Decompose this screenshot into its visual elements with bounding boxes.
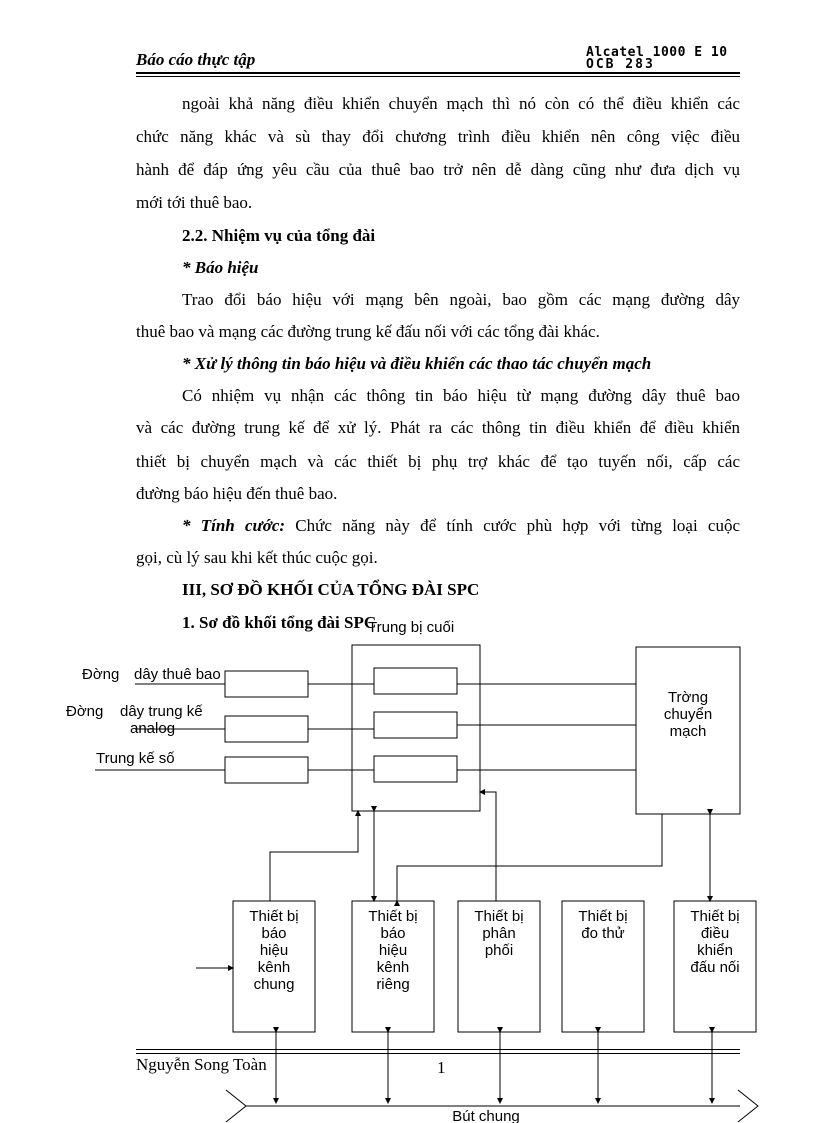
paragraph-line: và các đường trung kế để xử lý. Phát ra các thông tin điều khiển để điều khiển <box>136 418 740 437</box>
terminal-unit-1 <box>374 668 457 694</box>
device-label: hiệu <box>259 942 289 959</box>
device-label: Thiết bị <box>578 908 628 925</box>
billing-label: * Tính cước: <box>182 516 286 535</box>
subscriber-interface-box <box>225 671 308 697</box>
input-label: Đờng <box>66 703 104 720</box>
device-label: hiệu <box>378 942 408 959</box>
terminal-equipment-label: Trung bị cuối <box>368 619 455 636</box>
device-label: báo <box>380 925 406 942</box>
input-label: Đờng <box>82 666 120 683</box>
paragraph-line: mới tới thuê bao. <box>136 193 253 212</box>
paragraph-line: ngoài khả năng điều khiển chuyển mạch thì nó còn có thể điều khiển các <box>182 94 740 113</box>
section-heading-1: 1. Sơ đồ khối tổng đài SPC <box>182 613 377 632</box>
device-label: khiển <box>697 942 733 959</box>
device-label: phân <box>482 925 516 942</box>
device-label: điều <box>700 925 730 942</box>
device-label: Thiết bị <box>368 908 418 925</box>
device-label: Thiết bị <box>690 908 740 925</box>
logo-text-line1: Alcatel 1000 E 10 <box>586 45 728 60</box>
device-label: phối <box>484 942 514 959</box>
input-label: Trung kế số <box>96 750 175 767</box>
bus-left-end <box>226 1090 246 1122</box>
page-number: 1 <box>437 1058 446 1077</box>
document-title: Báo cáo thực tập <box>136 50 256 69</box>
paragraph-line: thiết bị chuyển mạch và các thiết bị phụ trợ khác để tạo tuyến nối, cấp các <box>136 452 740 471</box>
subheading-processing: * Xử lý thông tin báo hiệu và điều khiển các thao tác chuyển mạch <box>182 354 652 373</box>
switching-field-text: chuyển <box>663 706 713 723</box>
author-name: Nguyễn Song Toàn <box>136 1055 267 1074</box>
paragraph-line: gọi, cù lý sau khi kết thúc cuộc gọi. <box>136 548 378 567</box>
device-label: riêng <box>376 976 410 993</box>
switching-field-text: mạch <box>669 723 707 740</box>
analog-interface-box <box>225 716 308 742</box>
paragraph-line: thuê bao và mạng các đường trung kế đấu nối với các tổng đài khác. <box>136 322 600 341</box>
paragraph-line: chức năng khác và sù thay đổi chương trình điều khiển nên công việc điều <box>136 127 740 146</box>
section-heading-III: III, SƠ ĐỒ KHỐI CỦA TỔNG ĐÀI SPC <box>182 580 480 599</box>
device-label: kênh <box>376 959 410 976</box>
paragraph-line: đường báo hiệu đến thuê bao. <box>136 484 338 503</box>
device-label: kênh <box>257 959 291 976</box>
device-label: Thiết bị <box>249 908 299 925</box>
digital-interface-box <box>225 757 308 783</box>
device-label: đo thử <box>581 925 625 942</box>
subheading-signaling: * Báo hiệu <box>182 258 259 277</box>
switching-field-text: Trờng <box>667 689 709 706</box>
device-label: chung <box>253 976 295 993</box>
footer-divider <box>136 1049 740 1050</box>
terminal-unit-3 <box>374 756 457 782</box>
terminal-unit-2 <box>374 712 457 738</box>
billing-text: Chức năng này để tính cước phù hợp với từng loại cuộc <box>295 516 741 535</box>
device-label: báo <box>261 925 287 942</box>
device-label: Thiết bị <box>474 908 524 925</box>
logo-text-line2: OCB 283 <box>586 57 655 72</box>
device-label: đấu nối <box>690 959 740 976</box>
paragraph-line: Có nhiệm vụ nhận các thông tin báo hiệu từ mạng đường dây thuê bao <box>182 386 740 405</box>
bus-label: Bút chung <box>452 1108 520 1123</box>
input-label: dây trung kế <box>120 703 203 720</box>
input-label: analog <box>130 720 176 737</box>
paragraph-line: Trao đổi báo hiệu với mạng bên ngoài, bao gồm các mạng đường dây <box>182 290 740 309</box>
bus-right-end <box>738 1090 758 1122</box>
footer-divider-thin <box>136 1053 740 1054</box>
section-heading: 2.2. Nhiệm vụ của tổng đài <box>182 226 376 245</box>
terminal-equipment-box <box>352 645 480 811</box>
input-label: dây thuê bao <box>134 666 221 683</box>
paragraph-line: hành để đáp ứng yêu cầu của thuê bao trở nên dễ dàng cũng như đưa dịch vụ <box>136 160 740 179</box>
